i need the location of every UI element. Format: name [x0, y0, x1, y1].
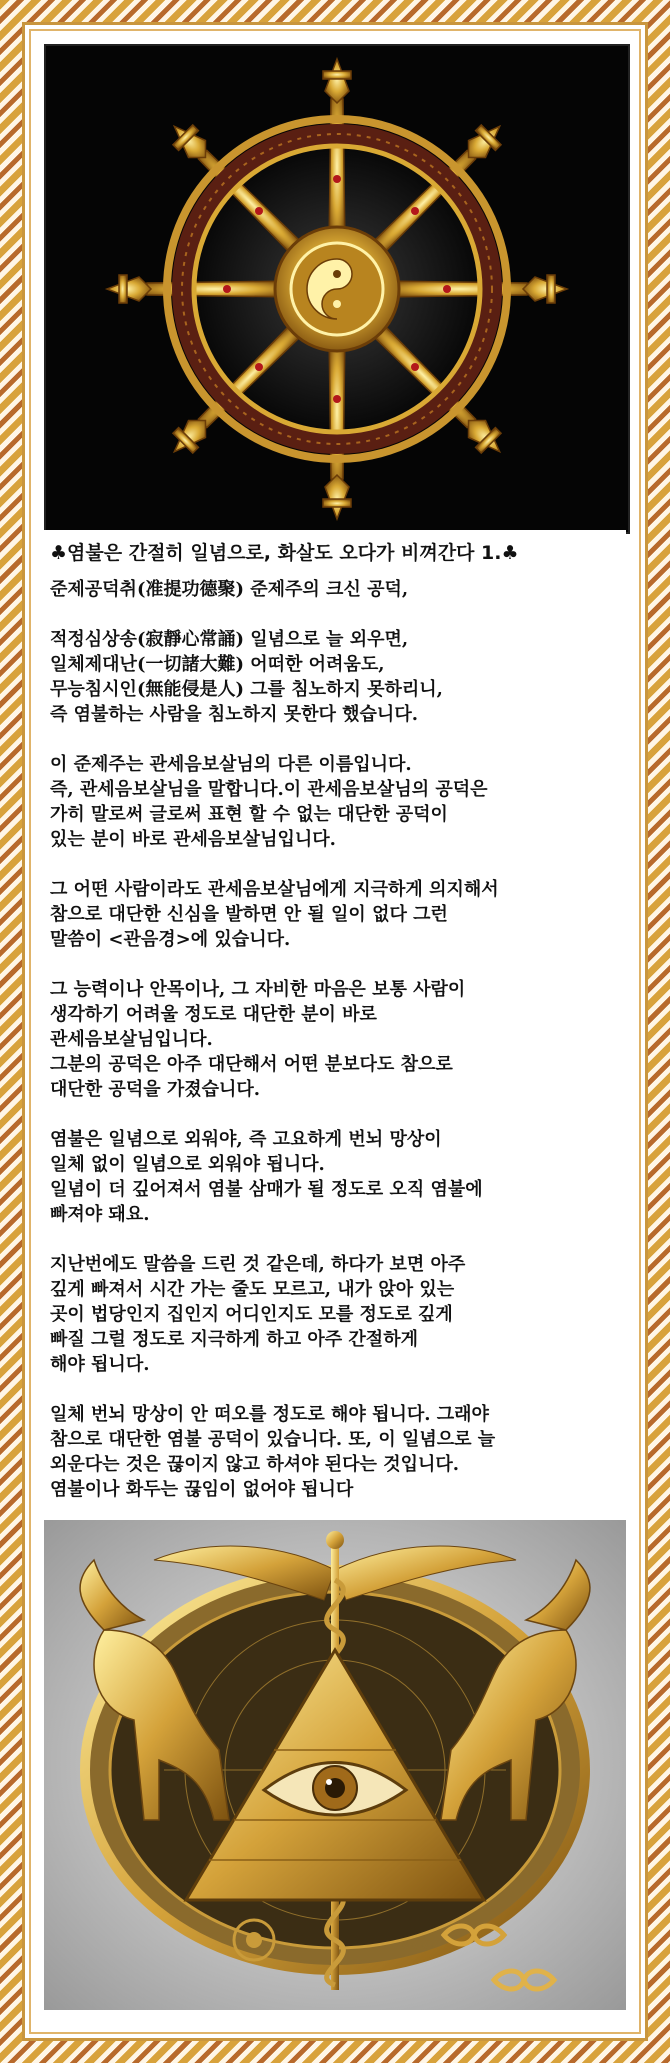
dharma-wheel-icon — [46, 46, 628, 532]
headline: ♣염불은 간절히 일념으로, 화살도 오다가 비껴간다 1.♣ — [50, 542, 519, 564]
eye-pyramid-icon — [44, 1520, 626, 2010]
text-content — [44, 530, 626, 1510]
paragraph: 이 준제주는 관세음보살님의 다른 이름입니다. 즉, 관세음보살님을 말합니다.이 관세음보살님의 공덕은 가히 말로써 글로써 표현 할 수 없는 대단한 공덕이 있는 분이 바로 관세음보살님입니다. — [50, 754, 488, 850]
paragraph: 일체 번뇌 망상이 안 떠오를 정도로 해야 됩니다. 그래야 참으로 대단한 염불 공덕이 있습니다. 또, 이 일념으로 늘 외운다는 것은 끊이지 않고 하셔야 된다는 것입니다. 염불이나 화두는 끊임이 없어야 됩니다 — [50, 1404, 496, 1500]
paragraph: 적정심상송(寂靜心常誦) 일념으로 늘 외우면, 일체제대난(一切諸大難) 어떠한 어려움도, 무능침시인(無能侵是人) 그를 침노하지 못하리니, 즉 염불하는 사람을 침노하지 못한다 했습니다. — [50, 629, 443, 725]
paragraph: 염불은 일념으로 외워야, 즉 고요하게 번뇌 망상이 일체 없이 일념으로 외워야 됩니다. 일념이 더 깊어져서 염불 삼매가 될 정도로 오직 염불에 빠져야 돼요. — [50, 1129, 483, 1225]
paragraph: 준제공덕취(准提功德聚) 준제주의 크신 공덕, — [50, 579, 409, 600]
paragraph: 그 능력이나 안목이나, 그 자비한 마음은 보통 사람이 생각하기 어려울 정도로 대단한 분이 바로 관세음보살님입니다. 그분의 공덕은 아주 대단해서 어떤 분보다도 참으로 대단한 공덕을 가졌습니다. — [50, 979, 466, 1100]
paragraph: 지난번에도 말씀을 드린 것 같은데, 하다가 보면 아주 깊게 빠져서 시간 가는 줄도 모르고, 내가 앉아 있는 곳이 법당인지 집인지 어디인지도 모를 정도로 깊게 빠질 그럴 정도로 지극하게 하고 아주 간절하게 해야 됩니다. — [50, 1254, 466, 1375]
dharma-wheel-image — [44, 44, 630, 534]
eye-of-providence-image — [44, 1520, 626, 2010]
paragraph: 그 어떤 사람이라도 관세음보살님에게 지극하게 의지해서 참으로 대단한 신심을 발하면 안 될 일이 없다 그런 말씀이 <관음경>에 있습니다. — [50, 879, 499, 950]
